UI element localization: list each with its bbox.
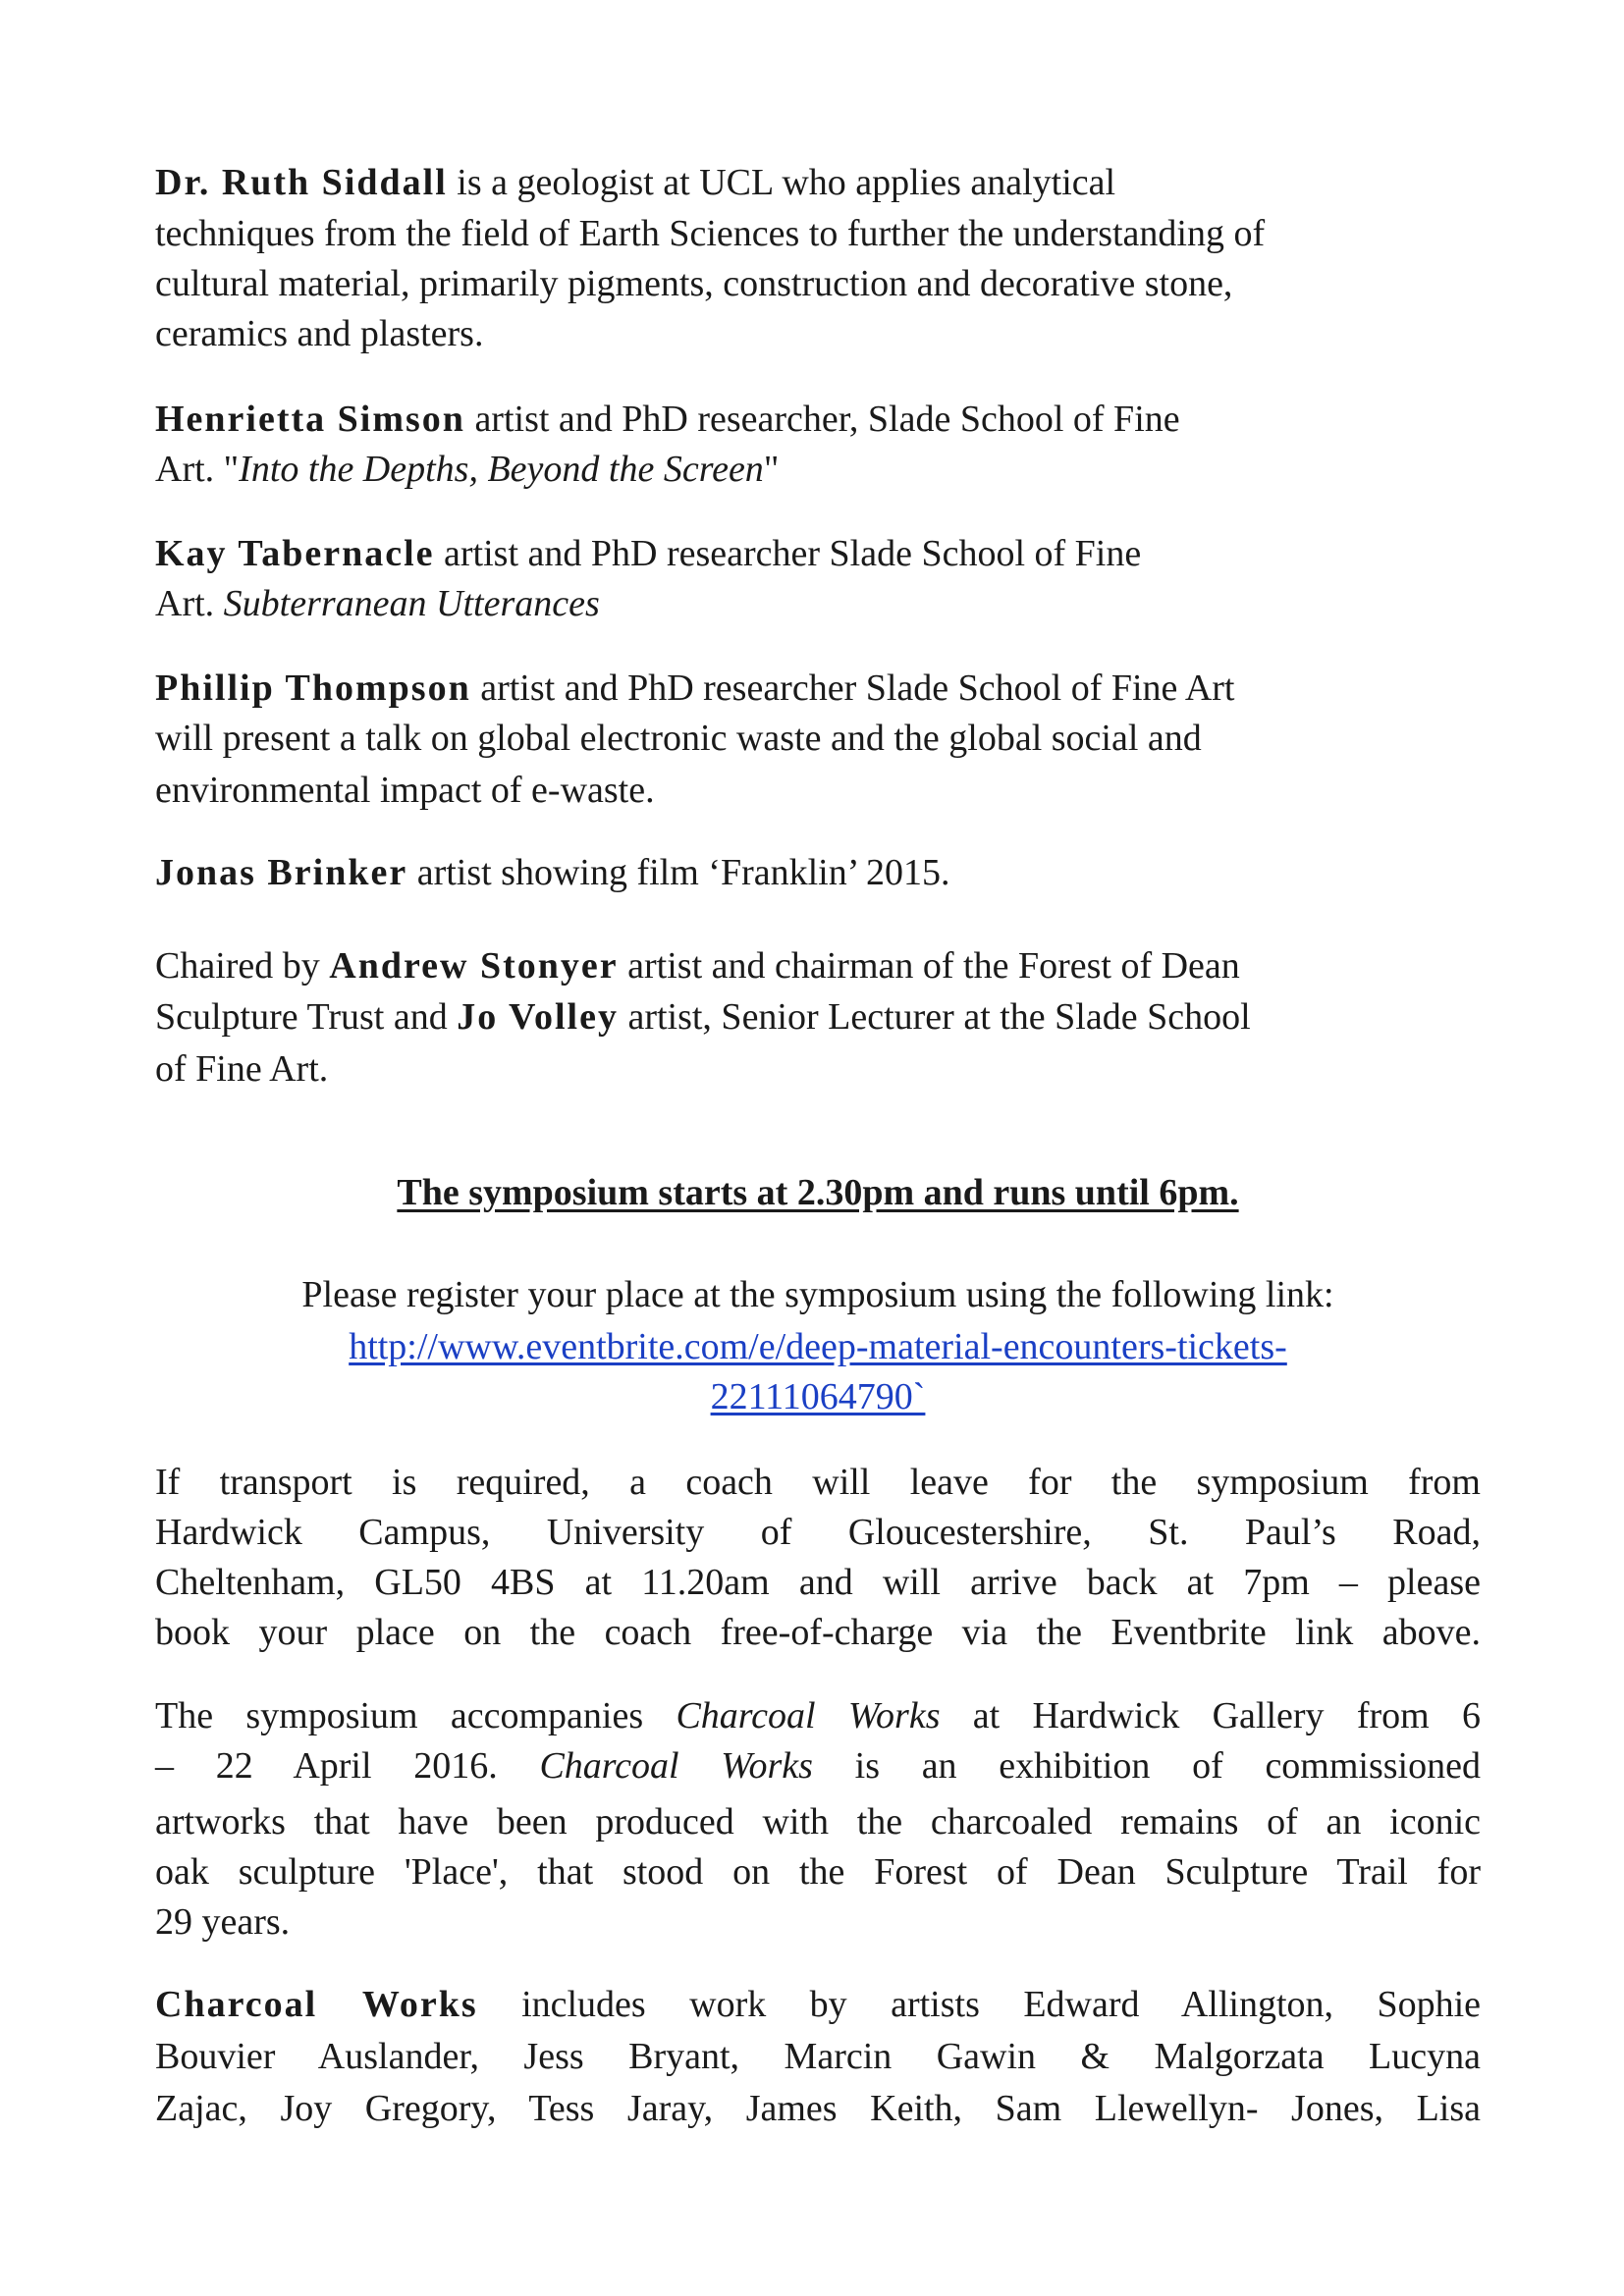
exhibition-title: Charcoal Works xyxy=(155,1984,478,2025)
speaker-name: Jonas Brinker xyxy=(155,852,408,893)
exhibition-line xyxy=(155,1694,1481,1737)
transport-line: If transport is required, a coach will leave for the symposium from xyxy=(155,1462,1481,1503)
transport-line: Cheltenham, GL50 4BS at 11.20am and will arrive back at 7pm – please xyxy=(155,1562,1481,1603)
bio-siddall-line xyxy=(155,161,1115,204)
bio-siddall-line: cultural material, primarily pigments, construction and decorative stone, xyxy=(155,263,1233,304)
artists-line: Bouvier Auslander, Jess Bryant, Marcin Gawin & Malgorzata Lucyna xyxy=(155,2036,1481,2077)
bio-tabernacle-line xyxy=(155,532,1141,575)
bio-siddall-line: techniques from the field of Earth Sciences to further the understanding of xyxy=(155,213,1266,254)
text: The symposium accompanies xyxy=(155,1695,677,1736)
text: Chaired by xyxy=(155,945,330,987)
register-link-line xyxy=(155,1325,1481,1368)
speaker-name: Kay Tabernacle xyxy=(155,533,435,574)
bio-thompson-line xyxy=(155,667,1234,710)
bio-brinker-line xyxy=(155,851,950,894)
chairs-line xyxy=(155,944,1240,988)
speaker-name: Dr. Ruth Siddall xyxy=(155,162,448,203)
text: includes work by artists Edward Allington, Sophie xyxy=(521,1984,1481,2025)
artists-line: Zajac, Joy Gregory, Tess Jaray, James Keith, Sam Llewellyn- Jones, Lisa xyxy=(155,2088,1481,2129)
bio-tabernacle-line xyxy=(155,582,600,625)
text: artist and PhD researcher Slade School of Fine xyxy=(434,533,1142,574)
text: artist showing film ‘Franklin’ 2015. xyxy=(407,852,950,893)
work-title: Into the Depths, Beyond the Screen xyxy=(239,449,764,490)
artists-line xyxy=(155,1983,1481,2026)
exhibition-title: Charcoal Works xyxy=(539,1745,813,1787)
exhibition-line xyxy=(155,1744,1481,1788)
text: is an exhibition of commissioned xyxy=(854,1745,1481,1787)
text: Art. " xyxy=(155,449,240,490)
eventbrite-link[interactable]: 22111064790` xyxy=(710,1376,926,1417)
work-title: Subterranean Utterances xyxy=(223,583,600,624)
text: at Hardwick Gallery from 6 xyxy=(972,1695,1481,1736)
chairs-line: of Fine Art. xyxy=(155,1048,329,1090)
transport-line: book your place on the coach free-of-charge via the Eventbrite link above. xyxy=(155,1612,1481,1653)
chair-name: Andrew Stonyer xyxy=(329,945,619,987)
text: artist, Senior Lecturer at the Slade School xyxy=(618,996,1251,1038)
bio-simson-line xyxy=(155,398,1180,441)
exhibition-line: 29 years. xyxy=(155,1901,291,1943)
eventbrite-link[interactable]: http://www.eventbrite.com/e/deep-material-encounters-tickets- xyxy=(349,1326,1287,1367)
speaker-name: Henrietta Simson xyxy=(155,399,465,440)
chair-name: Jo Volley xyxy=(457,996,619,1038)
text: Sculpture Trust and xyxy=(155,996,458,1038)
bio-simson-line xyxy=(155,448,779,491)
text: " xyxy=(763,449,780,490)
text: artist and PhD researcher, Slade School of Fine xyxy=(464,399,1180,440)
bio-siddall-line: ceramics and plasters. xyxy=(155,313,484,354)
text: – 22 April 2016. xyxy=(155,1745,540,1787)
register-link-line xyxy=(155,1375,1481,1418)
exhibition-line: artworks that have been produced with the charcoaled remains of an iconic xyxy=(155,1801,1481,1842)
bio-thompson-line: will present a talk on global electronic waste and the global social and xyxy=(155,718,1202,759)
text: is a geologist at UCL who applies analytical xyxy=(447,162,1116,203)
exhibition-title: Charcoal Works xyxy=(676,1695,941,1736)
schedule-heading xyxy=(155,1171,1481,1214)
chairs-line xyxy=(155,995,1251,1039)
text: artist and chairman of the Forest of Dean xyxy=(618,945,1240,987)
text: artist and PhD researcher Slade School of Fine Art xyxy=(470,667,1235,709)
exhibition-line: oak sculpture 'Place', that stood on the Forest of Dean Sculpture Trail for xyxy=(155,1851,1481,1893)
register-text: Please register your place at the symposium using the following link: xyxy=(301,1274,1334,1315)
heading-text: The symposium starts at 2.30pm and runs until 6pm. xyxy=(397,1172,1239,1213)
transport-line: Hardwick Campus, University of Gloucestershire, St. Paul’s Road, xyxy=(155,1512,1481,1553)
bio-thompson-line: environmental impact of e-waste. xyxy=(155,770,655,811)
text: Art. xyxy=(155,583,224,624)
speaker-name: Phillip Thompson xyxy=(155,667,471,709)
